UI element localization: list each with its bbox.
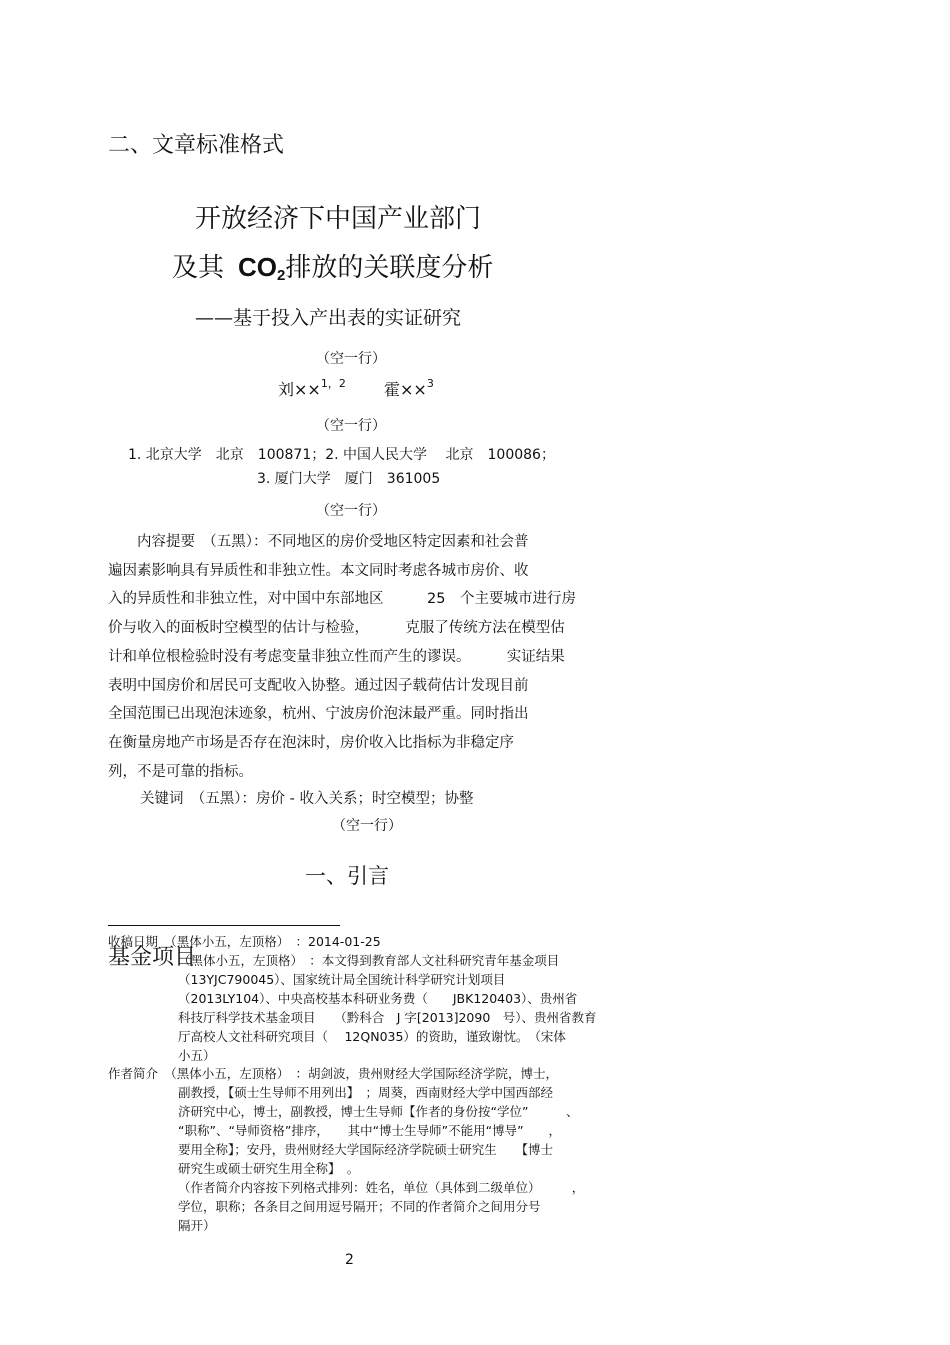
author-2-affiliation-marker: 3 (426, 377, 434, 390)
abstract-line: 入的异质性和非独立性，对中国中东部地区 25 个主要城市进行房 (108, 591, 576, 608)
footnote-fund-line: （13YJC790045）、国家统计局全国统计科学研究计划项目 (178, 972, 506, 987)
abstract-line: 遍因素影响具有异质性和非独立性。本文同时考虑各城市房价、收 (108, 562, 529, 579)
author-1-affiliation-marker: 1，2 (320, 377, 346, 390)
subtitle: ——基于投入产出表的实证研究 (195, 307, 462, 329)
author-2: 霍×× (384, 380, 427, 399)
abstract-line: 列，不是可靠的指标。 (108, 763, 253, 780)
footnote-author-line: “职称”、“导师资格”排序， 其中“博士生导师”不能用“博导” ， (178, 1123, 562, 1138)
footnote-divider (108, 925, 340, 926)
blank-line-note-4: （空一行） (332, 818, 402, 834)
footnote-fund-line: 小五） (178, 1048, 216, 1063)
affiliation-line-2: 3. 厦门大学 厦门 361005 (257, 471, 441, 487)
abstract-line: 计和单位根检验时没有考虑变量非独立性而产生的谬误。 实证结果 (108, 648, 565, 665)
footnote-author-bio (178, 1083, 584, 1235)
footnote-fund-line: （黑体小五，左顶格） ：本文得到教育部人文社科研究青年基金项目 (178, 953, 560, 968)
abstract-line: 全国范围已出现泡沫迹象，杭州、宁波房价泡沫最严重。同时指出 (108, 706, 529, 723)
blank-line-note-2: （空一行） (316, 418, 386, 434)
co2-subscript: 2 (277, 267, 286, 284)
abstract-line: 在衡量房地产市场是否存在泡沫时，房价收入比指标为非稳定序 (108, 734, 514, 751)
title-line-2-suffix: 排放的关联度分析 (285, 253, 494, 283)
footnote-fund-line: 科技厅科学技术基金项目 （黔科合 J 字[2013]2090 号）、贵州省教育 (178, 1010, 597, 1025)
footnote-fund (178, 951, 597, 1065)
author-line (278, 375, 434, 400)
footnote-fund-line: 厅高校人文社科研究项目（ 12QN035）的资助，谨致谢忱。 （宋体 (178, 1029, 566, 1044)
co2-formula-base: CO (238, 252, 278, 282)
abstract-line: 价与收入的面板时空模型的估计与检验， 克服了传统方法在模型估 (108, 620, 565, 637)
footnote-author-line: 济研究中心，博士，副教授，博士生导师【作者的身份按“学位” 、 (178, 1104, 579, 1119)
footnote-received-date: 收稿日期 （黑体小五，左顶格） ：2014-01-25 (108, 934, 381, 949)
footnote-fund-line: （2013LY104）、中央高校基本科研业务费（ JBK120403）、贵州省 (178, 991, 578, 1006)
blank-line-note-1: （空一行） (316, 351, 386, 367)
footnote-author-line: 学位，职称；各条目之间用逗号隔开；不同的作者简介之间用分号 (178, 1199, 541, 1214)
intro-heading: 一、引言 (305, 864, 389, 888)
section-heading: 二、文章标准格式 (108, 133, 285, 158)
blank-line-note-3: （空一行） (316, 503, 386, 519)
title-line-1: 开放经济下中国产业部门 (195, 204, 482, 234)
footnote-author-line: 要用全称】；安丹，贵州财经大学国际经济学院硕士研究生 【博士 (178, 1142, 554, 1157)
abstract (108, 528, 608, 786)
footnote-author-line: 研究生或硕士研究生用全称】 。 (178, 1161, 360, 1176)
abstract-line: 内容提要 （五黑）：不同地区的房价受地区特定因素和社会普 (108, 534, 529, 550)
footnote-author-label: 作者简介 （黑体小五，左顶格） ：胡剑波，贵州财经大学国际经济学院，博士， (108, 1066, 559, 1081)
footnote-author-line: 副教授，【硕士生导师不用列出】 ；周葵，西南财经大学中国西部经 (178, 1085, 554, 1100)
author-1: 刘×× (278, 380, 321, 399)
page-number: 2 (345, 1252, 354, 1268)
footnote-author-line: （作者简介内容按下列格式排列：姓名，单位（具体到二级单位） ， (178, 1180, 585, 1195)
title-line-2 (172, 247, 493, 284)
footnote-author-line: 隔开） (178, 1218, 216, 1233)
keywords: 关键词 （五黑）：房价 - 收入关系；时空模型；协整 (140, 791, 474, 807)
abstract-line: 表明中国房价和居民可支配收入协整。通过因子载荷估计发现目前 (108, 677, 529, 694)
fund-label: 基金项目 (108, 945, 197, 970)
title-line-2-prefix: 及其 (172, 253, 225, 283)
affiliation-line-1: 1. 北京大学 北京 100871；2. 中国人民大学 北京 100086； (128, 447, 555, 463)
co2-formula (238, 252, 285, 282)
